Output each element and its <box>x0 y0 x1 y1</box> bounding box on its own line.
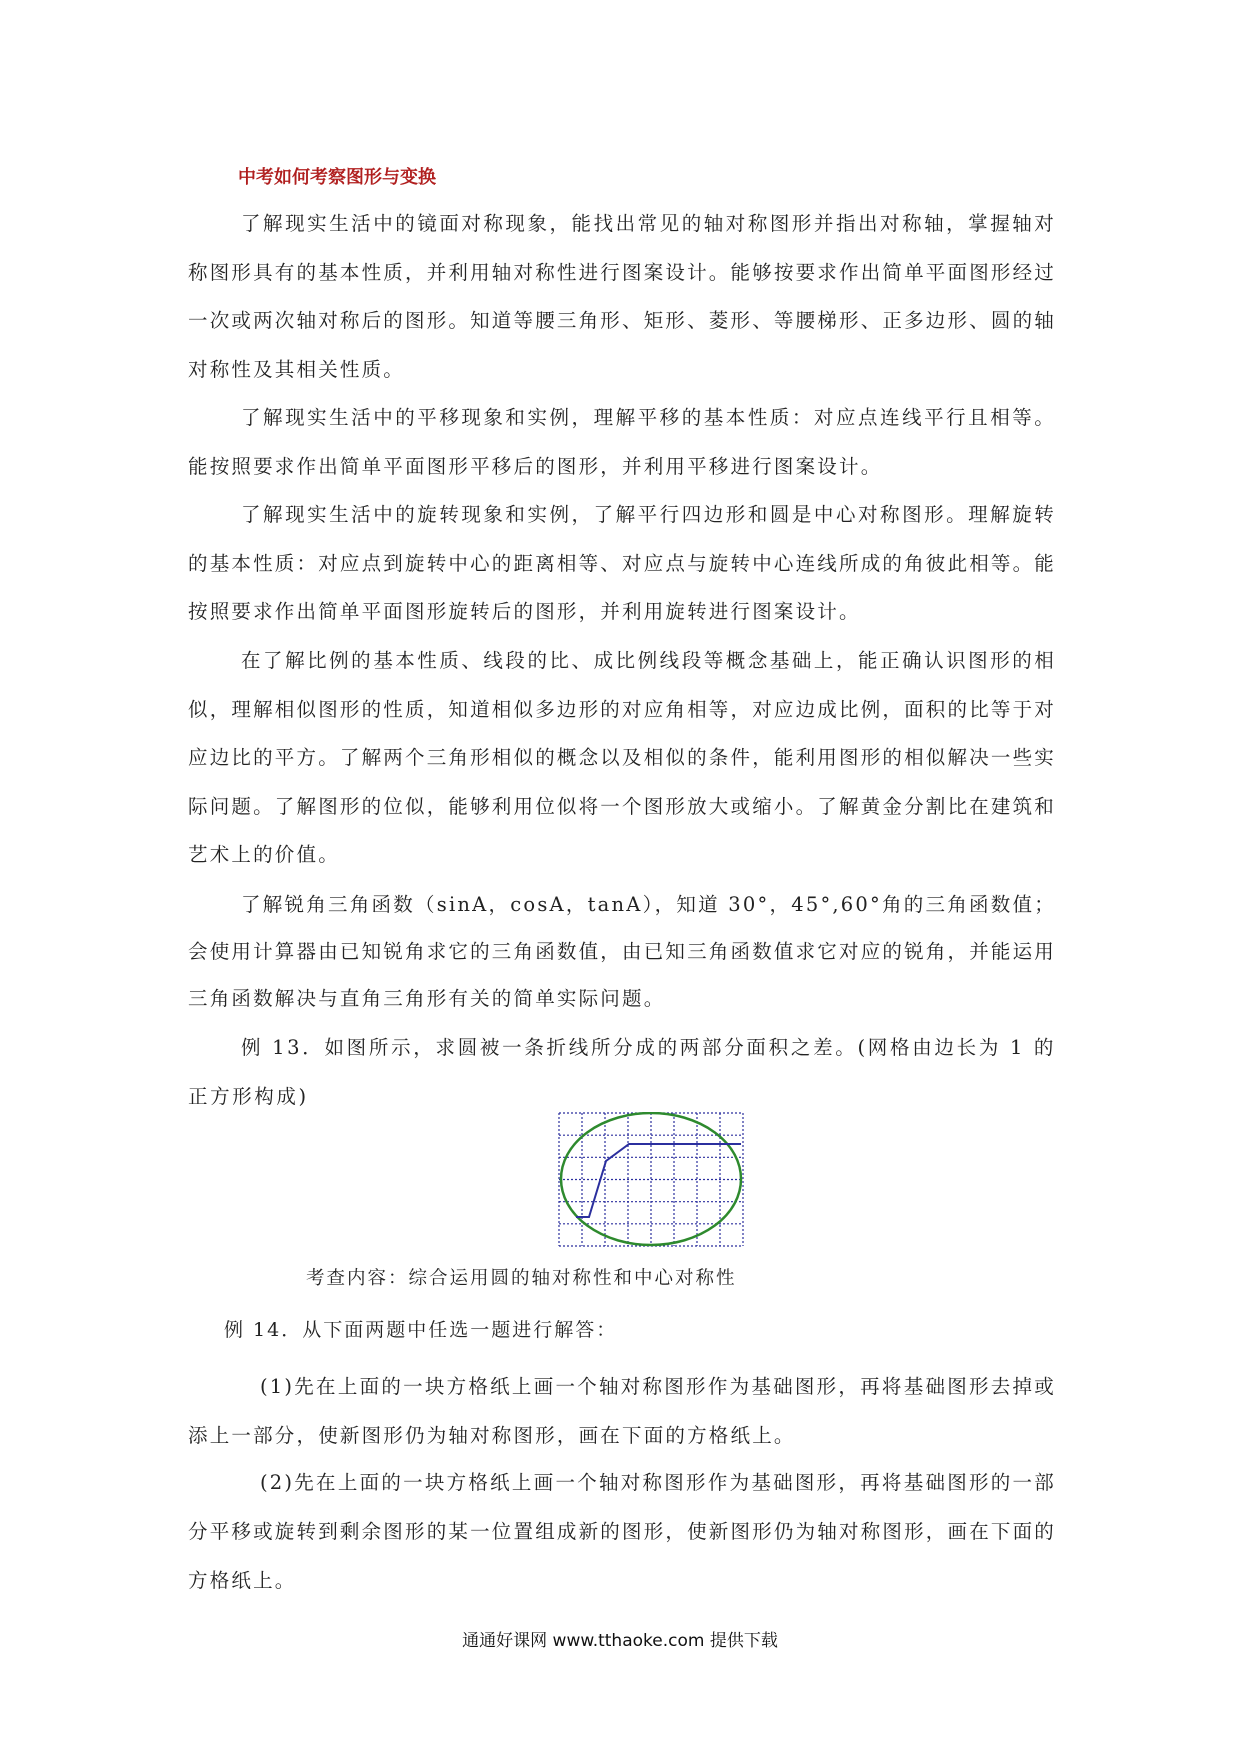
footer-credit: 通通好课网 www.tthaoke.com 提供下载 <box>462 1631 778 1651</box>
example-14-heading: 例 14．从下面两题中任选一题进行解答： <box>224 1319 618 1341</box>
example-14-option-2: (2)先在上面的一块方格纸上画一个轴对称图形作为基础图形，再将基础图形的一部分平移或旋转到剩余图形的某一位置组成新的图形，使新图形仍为轴对称图形，画在下面的方格纸上。 <box>188 1471 1057 1592</box>
paragraph-trigonometry: 了解锐角三角函数（sinA，cosA，tanA），知道 30°，45°,60°角的三角函数值；会使用计算器由已知锐角求它的三角函数值，由已知三角函数值求它对应的锐角，并能运用三角函数解决与直角三角形有关的简单实际问题。 <box>188 893 1057 1010</box>
example-13-figure <box>558 1112 744 1247</box>
grid-circle-diagram <box>558 1112 744 1247</box>
paragraph-rotation: 了解现实生活中的旋转现象和实例，了解平行四边形和圆是中心对称图形。理解旋转的基本性质：对应点到旋转中心的距离相等、对应点与旋转中心连线所成的角彼此相等。能按照要求作出简单平面图形旋转后的图形，并利用旋转进行图案设计。 <box>188 503 1057 623</box>
paragraph-axial-symmetry: 了解现实生活中的镜面对称现象，能找出常见的轴对称图形并指出对称轴，掌握轴对称图形具有的基本性质，并利用轴对称性进行图案设计。能够按要求作出简单平面图形经过一次或两次轴对称后的图形。知道等腰三角形、矩形、菱形、等腰梯形、正多边形、圆的轴对称性及其相关性质。 <box>188 212 1057 381</box>
paragraph-similarity: 在了解比例的基本性质、线段的比、成比例线段等概念基础上，能正确认识图形的相似，理解相似图形的性质，知道相似多边形的对应角相等，对应边成比例，面积的比等于对应边比的平方。了解两个三角形相似的概念以及相似的条件，能利用图形的相似解决一些实际问题。了解图形的位似，能够利用位似将一个图形放大或缩小。了解黄金分割比在建筑和艺术上的价值。 <box>188 649 1057 866</box>
fold-line <box>576 1144 741 1217</box>
page-title: 中考如何考察图形与变换 <box>238 167 436 188</box>
figure-caption: 考查内容：综合运用圆的轴对称性和中心对称性 <box>306 1268 737 1289</box>
example-13-question: 例 13．如图所示，求圆被一条折线所分成的两部分面积之差。(网格由边长为 1 的正方形构成) <box>188 1036 1056 1108</box>
example-14-option-1: (1)先在上面的一块方格纸上画一个轴对称图形作为基础图形，再将基础图形去掉或添上一部分，使新图形仍为轴对称图形，画在下面的方格纸上。 <box>188 1375 1056 1447</box>
paragraph-translation: 了解现实生活中的平移现象和实例，理解平移的基本性质：对应点连线平行且相等。能按照要求作出简单平面图形平移后的图形，并利用平移进行图案设计。 <box>188 406 1056 478</box>
